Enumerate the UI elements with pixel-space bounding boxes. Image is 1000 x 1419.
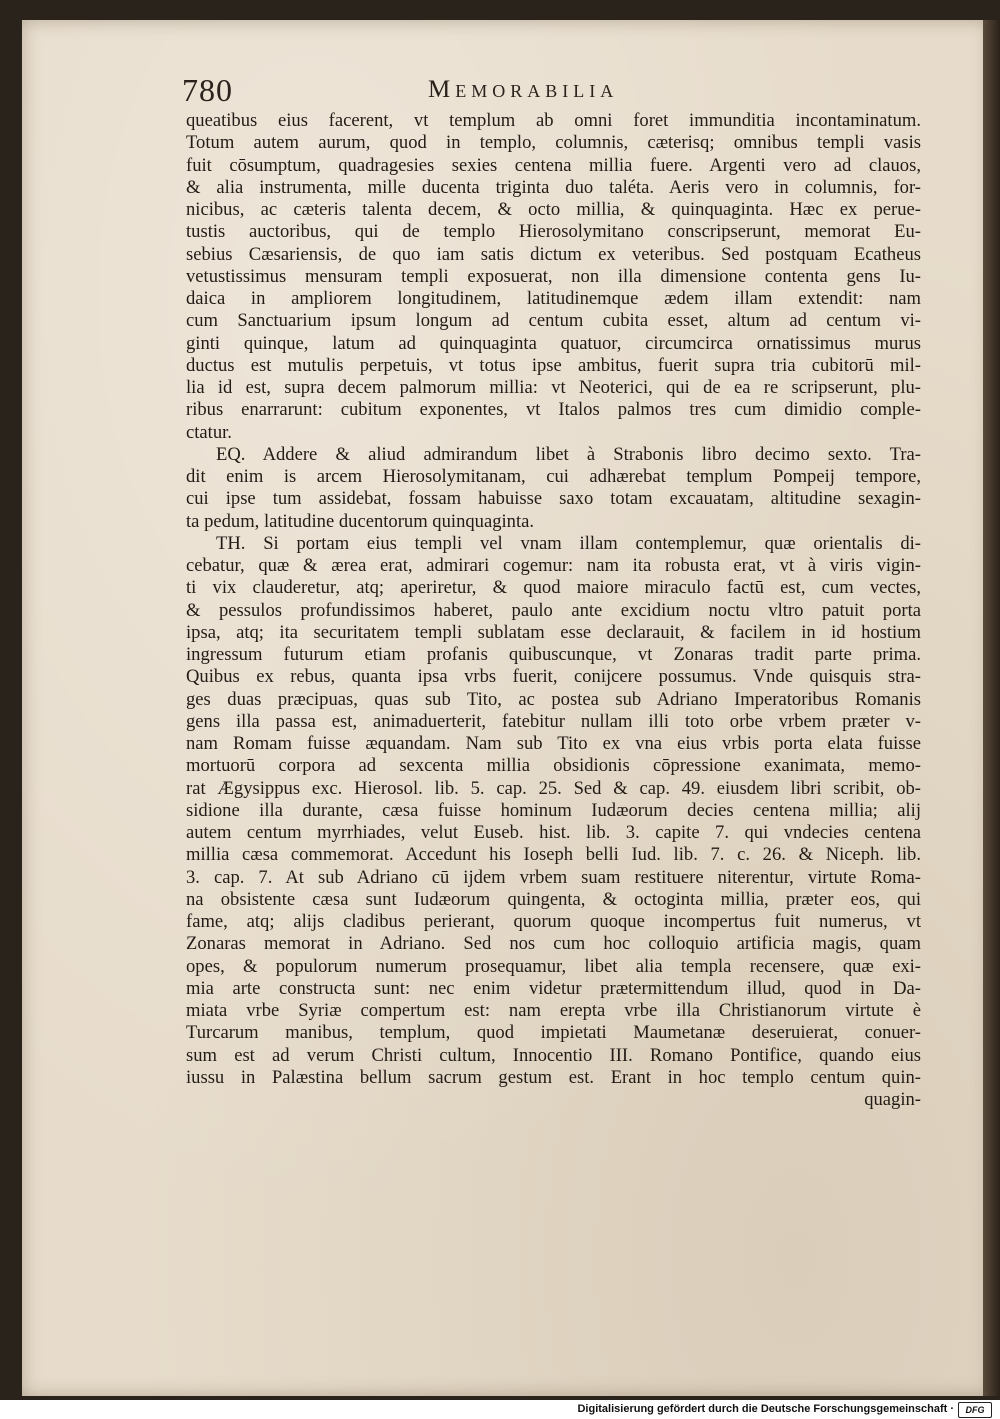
text-line: mia arte constructa sunt: nec enim videtur prætermittendum illud, quod in Da- <box>186 977 921 999</box>
text-line: Totum autem aurum, quod in templo, columnis, cæterisq; omnibus templi vasis <box>186 132 921 154</box>
text-line: nam Romam fuisse æquandam. Nam sub Tito ex vna eius vrbis porta elata fuisse <box>186 733 921 754</box>
text-line: cui ipse tum assidebat, fossam habuisse saxo totam excauatam, altitudine sexagin- <box>186 488 921 510</box>
text-line: cum Sanctuarium ipsum longum ad centum cubita esset, altum ad centum vi- <box>186 310 921 332</box>
text-line: sum est ad verum Christi cultum, Innocentio III. Romano Pontifice, quando eius <box>186 1044 921 1066</box>
text-line: quagin- <box>864 1089 921 1110</box>
text-line: gens illa passa est, animaduerterit, fatebitur nullam illi toto orbe vrbem præter v- <box>186 710 921 732</box>
running-title: Memorabilia <box>428 76 619 103</box>
text-line: ribus enarrarunt: cubitum exponentes, vt Italos palmos tres cum dimidio comple- <box>186 399 921 421</box>
text-line: rat Ægysippus exc. Hierosol. lib. 5. cap. 25. Sed & cap. 49. eiusdem libri scribit, ob- <box>186 777 921 799</box>
text-line: lia id est, supra decem palmorum millia: vt Neoterici, qui de ea re scripserunt, plu- <box>186 377 921 398</box>
text-line: Zonaras memorat in Adriano. Sed nos cum hoc colloquio artificia magis, quam <box>186 933 921 955</box>
footer-credit: Digitalisierung gefördert durch die Deutsche Forschungsgemeinschaft · <box>577 1403 954 1415</box>
text-line: & pessulos profundissimos haberet, paulo ante excidium noctu vltro patuit porta <box>186 599 921 621</box>
text-line: ges duas præcipuas, quas sub Tito, ac postea sub Adriano Imperatoribus Romanis <box>186 688 921 710</box>
text-line: miata vrbe Syriæ compertum est: nam erepta vrbe illa Christianorum virtute è <box>186 1000 921 1021</box>
text-line: nicibus, ac cæteris talenta decem, & octo millia, & quinquaginta. Hæc ex peruе- <box>186 199 921 220</box>
text-line: na obsistente cæsa sunt Iudæorum quingenta, & octoginta millia, præter eos, qui <box>186 888 921 910</box>
text-line: vetustissimus mensuram templi exposuerat, non illa dimensione contenta gens Iu- <box>186 265 921 287</box>
page-edge <box>983 20 1000 1396</box>
page-number: 780 <box>182 72 233 108</box>
text-line: TH. Si portam eius templi vel vnam illam contemplemur, quæ orientalis di- <box>216 532 921 554</box>
text-line: & alia instrumenta, mille ducenta triginta duo taléta. Aeris vero in columnis, for- <box>186 176 921 198</box>
body-text <box>186 110 921 1111</box>
digitization-footer <box>0 1400 1000 1419</box>
text-line: ingressum futurum etiam profanis quibuscunque, vt Zonaras tradit parte prima. <box>186 644 921 665</box>
text-line: tustis auctoribus, qui de templo Hierosolymitano conscripserunt, memorat Eu- <box>186 221 921 243</box>
text-line: iussu in Palæstina bellum sacrum gestum est. Erant in hoc templo centum quin- <box>186 1066 921 1088</box>
text-line: EQ. Addere & aliud admirandum libet à Strabonis libro decimo sexto. Tra- <box>216 443 921 465</box>
text-line: sebius Cæsariensis, de quo iam satis dictum ex veteribus. Sed postquam Ecatheus <box>186 243 921 265</box>
text-line: fuit cōsumptum, quadragesies sexies centena millia fuere. Argenti vero ad clauos, <box>186 154 921 176</box>
dfg-logo: DFG <box>958 1402 992 1418</box>
text-line: sidione illa durante, cæsa fuisse hominum Iudæorum decies centena millia; alij <box>186 799 921 821</box>
text-line: ta pedum, latitudine ducentorum quinquaginta. <box>186 510 535 532</box>
text-line: millia cæsa commemorat. Accedunt his Ioseph belli Iud. lib. 7. c. 26. & Niceph. lib. <box>186 844 921 866</box>
text-line: ginti quinque, latum ad quinquaginta quatuor, circumcirca ornatissimus murus <box>186 332 921 354</box>
text-line: ipsa, atq; ita securitatem templi sublatam esse declarauit, & facilem in id hostium <box>186 621 921 643</box>
text-line: daica in ampliorem longitudinem, latitudinemque ædem illam extendit: nam <box>186 288 921 309</box>
text-line: opes, & populorum numerum prosequamur, libet alia templa recensere, quæ exi- <box>186 955 921 977</box>
text-line: dit enim is arcem Hierosolymitanam, cui adhærebat templum Pompeij tempore, <box>186 466 921 487</box>
text-line: Turcarum manibus, templum, quod impietati Maumetanæ deseruierat, conuer- <box>186 1022 921 1044</box>
text-line: fame, atq; alijs cladibus perierant, quorum quoque incompertus fuit numerus, vt <box>186 911 921 932</box>
page-header <box>160 62 920 108</box>
text-line: queatibus eius facerent, vt templum ab omni foret immunditia incontaminatum. <box>186 110 921 131</box>
text-line: Quibus ex rebus, quanta ipsa vrbs fuerit, conijcere possumus. Vnde quisquis stra- <box>186 666 921 688</box>
text-line: 3. cap. 7. At sub Adriano cū ijdem vrbem suam restituere niterentur, virtute Roma- <box>186 866 921 888</box>
text-line: ctatur. <box>186 421 232 443</box>
text-line: ti vix clauderetur, atq; aperiretur, & quod maiore miraculo factū est, cum vectes, <box>186 577 921 599</box>
text-line: autem centum myrrhiades, velut Euseb. hist. lib. 3. capite 7. qui vndecies centena <box>186 822 921 843</box>
text-line: ductus est mutulis perpetuis, vt totus ipse ambitus, fuerit supra tria cubitorū mil- <box>186 354 921 376</box>
text-line: cebatur, quæ & ærea erat, admirari cogemur: nam ita robusta erat, vt à viris vigin- <box>186 555 921 576</box>
text-line: mortuorū corpora ad sexcenta millia obsidionis cōpressione exanimata, memo- <box>186 755 921 777</box>
